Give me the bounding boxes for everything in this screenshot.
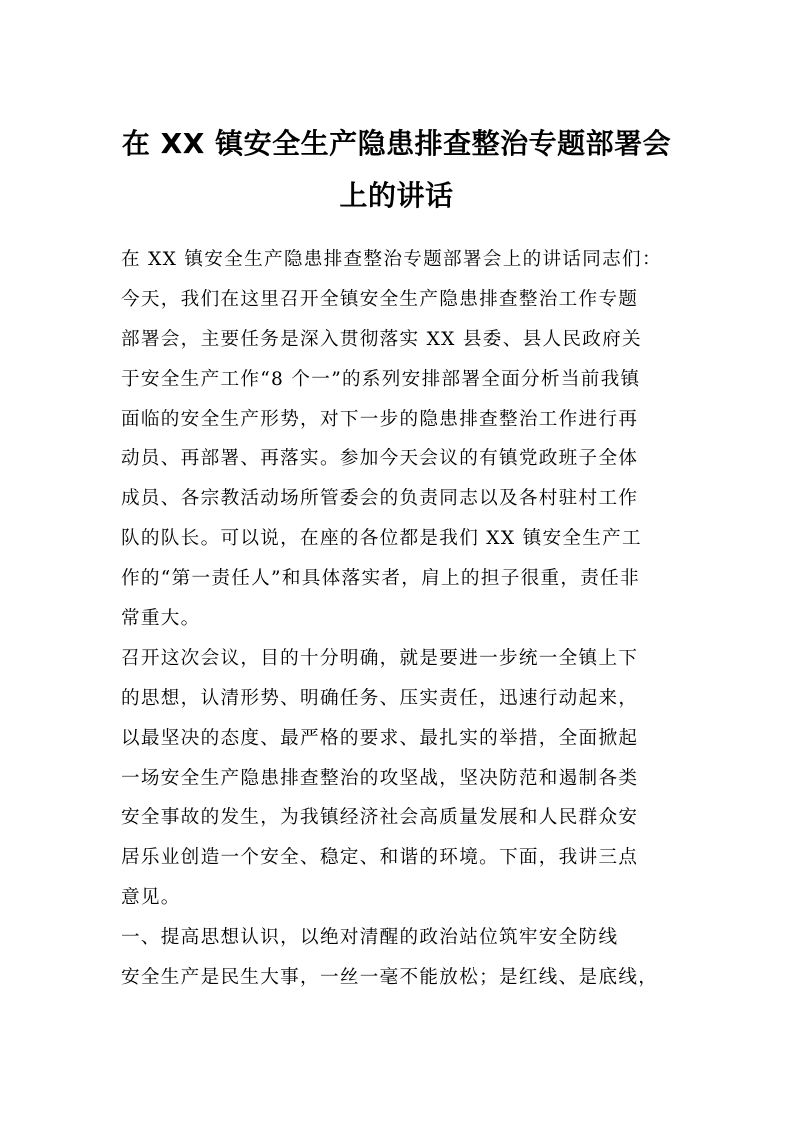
body-line: 一场安全生产隐患排查整治的攻坚战，坚决防范和遏制各类 xyxy=(121,767,639,789)
document-title xyxy=(100,118,693,222)
body-line: 居乐业创造一个安全、稳定、和谐的环境。下面，我讲三点 xyxy=(121,847,639,869)
body-line: 于安全生产工作“8 个一”的系列安排部署全面分析当前我镇 xyxy=(121,368,641,390)
body-line: 安全事故的发生，为我镇经济社会高质量发展和人民群众安 xyxy=(121,807,639,829)
body-line: 成员、各宗教活动场所管委会的负责同志以及各村驻村工作 xyxy=(121,488,639,510)
title-line-1: 在 XX 镇安全生产隐患排查整治专题部署会 xyxy=(121,127,672,160)
body-line: 召开这次会议，目的十分明确，就是要进一步统一全镇上下 xyxy=(121,647,639,669)
body-line: 常重大。 xyxy=(121,608,201,630)
body-line: 面临的安全生产形势，对下一步的隐患排查整治工作进行再 xyxy=(121,408,639,430)
document-body xyxy=(121,240,677,998)
body-line: 安全生产是民生大事，一丝一毫不能放松；是红线、是底线， xyxy=(121,967,659,989)
body-line: 在 XX 镇安全生产隐患排查整治专题部署会上的讲话同志们： xyxy=(121,249,662,270)
body-line: 的思想，认清形势、明确任务、压实责任，迅速行动起来， xyxy=(121,687,639,709)
title-line-2: 上的讲话 xyxy=(339,179,454,212)
body-line: 意见。 xyxy=(121,887,181,909)
body-line: 今天，我们在这里召开全镇安全生产隐患排查整治工作专题 xyxy=(121,288,639,310)
body-line: 以最坚决的态度、最严格的要求、最扎实的举措，全面掀起 xyxy=(121,727,639,749)
body-line: 作的“第一责任人”和具体落实者，肩上的担子很重，责任非 xyxy=(121,568,640,590)
section-heading-1: 一、提高思想认识，以绝对清醒的政治站位筑牢安全防线 xyxy=(121,927,619,949)
body-line: 部署会，主要任务是深入贯彻落实 XX 县委、县人民政府关 xyxy=(121,328,642,350)
body-line: 队的队长。可以说，在座的各位都是我们 XX 镇安全生产工 xyxy=(121,528,642,550)
body-line: 动员、再部署、再落实。参加今天会议的有镇党政班子全体 xyxy=(121,448,639,470)
